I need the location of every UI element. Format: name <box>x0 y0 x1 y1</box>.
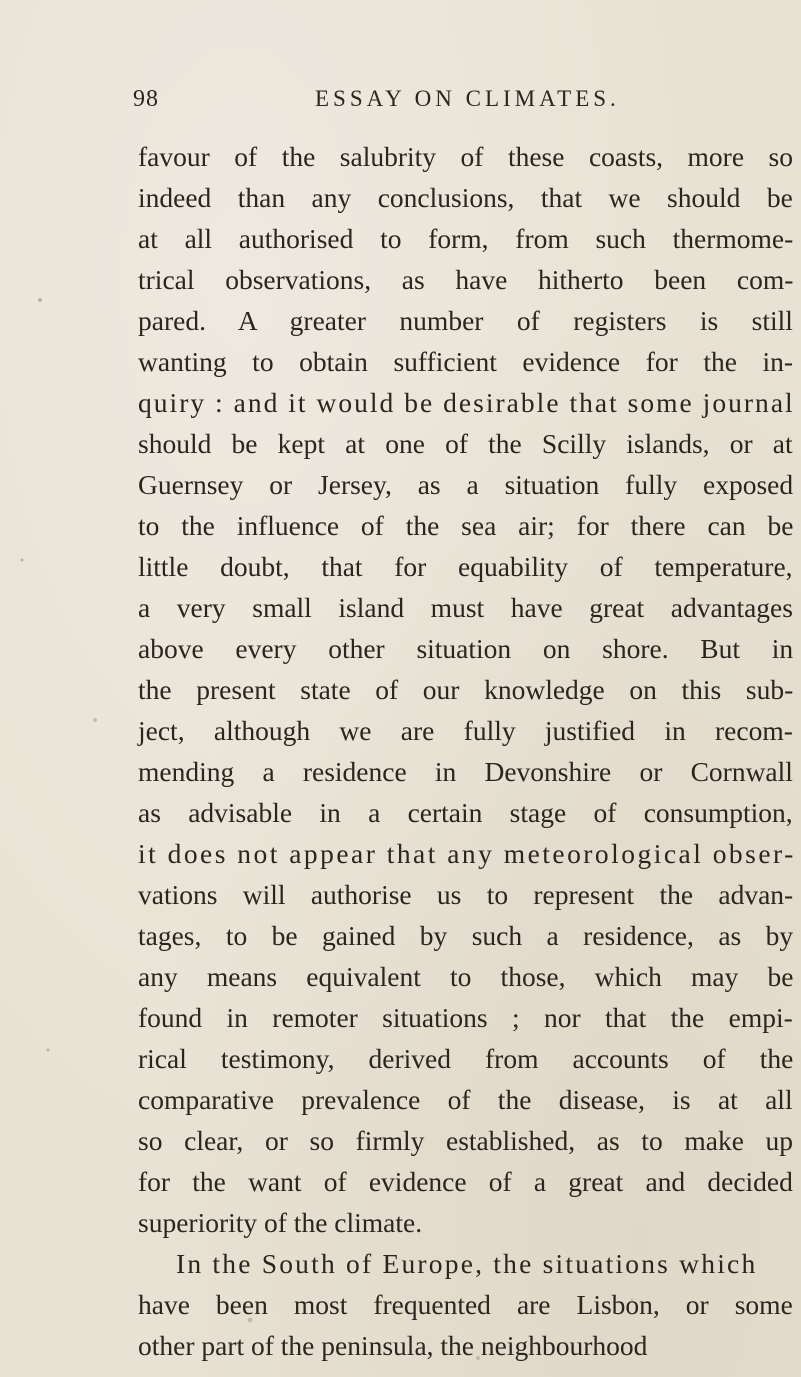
text-line: pared. A greater number of registers is still <box>138 305 793 336</box>
text-line: to the influence of the sea air; for there can be <box>138 510 794 541</box>
text-line: superiority of the climate. <box>138 1207 423 1238</box>
text-line: for the want of evidence of a great and decided <box>138 1166 793 1197</box>
body-text <box>138 136 796 1366</box>
paper-fleck <box>21 559 24 562</box>
text-line: trical observations, as have hitherto been com- <box>138 264 794 295</box>
text-line: Guernsey or Jersey, as a situation fully exposed <box>138 469 794 500</box>
text-line: tages, to be gained by such a residence, as by <box>138 920 794 951</box>
text-line: In the South of Europe, the situations which <box>176 1248 758 1279</box>
text-line: quiry : and it would be desirable that some journal <box>138 387 795 418</box>
text-line: the present state of our knowledge on this sub- <box>138 674 794 705</box>
text-line: a very small island must have great advantages <box>138 592 793 623</box>
text-line: mending a residence in Devonshire or Cornwall <box>138 756 793 787</box>
text-line: above every other situation on shore. But in <box>138 633 794 664</box>
page-header-title: ESSAY ON CLIMATES. <box>315 86 620 111</box>
running-head <box>133 86 753 120</box>
text-line: little doubt, that for equability of temperature, <box>138 551 793 582</box>
text-line: other part of the peninsula, the neighbourhood <box>138 1330 648 1361</box>
text-line: favour of the salubrity of these coasts, more so <box>138 141 793 172</box>
text-line: have been most frequented are Lisbon, or some <box>138 1289 793 1320</box>
text-line: at all authorised to form, from such thermome- <box>138 223 794 254</box>
text-line: as advisable in a certain stage of consumption, <box>138 797 793 828</box>
page-number: 98 <box>133 86 159 112</box>
text-line: indeed than any conclusions, that we should be <box>138 182 793 213</box>
text-line: found in remoter situations ; nor that the empi- <box>138 1002 793 1033</box>
paper-fleck <box>93 718 97 722</box>
text-line: should be kept at one of the Scilly islands, or at <box>138 428 793 459</box>
text-line: ject, although we are fully justified in recom- <box>138 715 793 746</box>
text-line: comparative prevalence of the disease, is at all <box>138 1084 793 1115</box>
paper-fleck <box>47 1049 50 1052</box>
paper-fleck <box>38 298 42 302</box>
text-line: any means equivalent to those, which may be <box>138 961 794 992</box>
text-line: rical testimony, derived from accounts of the <box>138 1043 794 1074</box>
text-line: wanting to obtain sufficient evidence for the in- <box>138 346 794 377</box>
text-line: vations will authorise us to represent the advan- <box>138 879 794 910</box>
text-line: so clear, or so firmly established, as to make up <box>138 1125 794 1156</box>
text-line: it does not appear that any meteorological obser- <box>138 838 796 869</box>
